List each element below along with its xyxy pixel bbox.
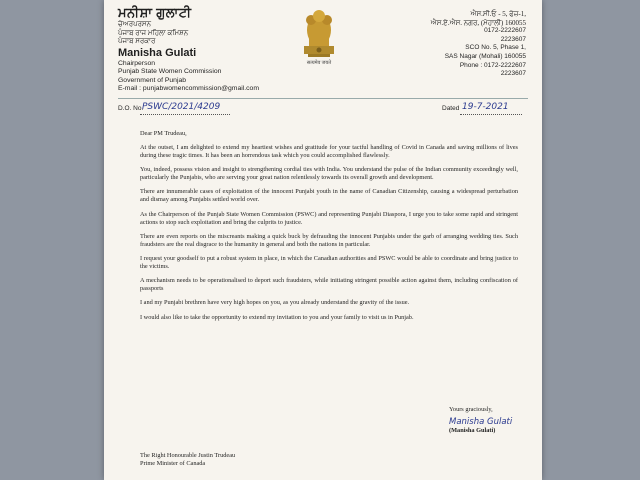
paragraph: There are even reports on the miscreants making a quick buck by defrauding the innocent Punjabis under the garb of arranging wedding ties. Such fraudsters are the real disgrace to the humanity in general and both the nations in particular. [140,232,518,248]
addressee-title: Prime Minister of Canada [140,460,206,467]
sender-name: Manisha Gulati [118,46,197,59]
sender-govt: Government of Punjab [118,76,187,84]
paragraph: I request your goodself to put a robust system in place, in which the Canadian authorities and PSWC would be able to coordinate and bring justice to the victims. [140,254,518,270]
sender-org-punjabi: ਪੰਜਾਬ ਰਾਜ ਮਹਿਲਾ ਕਮਿਸ਼ਨ [118,28,189,37]
signatory-name: (Manisha Gulati) [449,427,496,434]
letterhead-sender [118,6,278,94]
address-line2: SAS Nagar (Mohali) 160055 [444,52,526,60]
date-label: Dated [442,105,460,112]
paragraph: A mechanism needs to be operationalised to deport such fraudsters, while initiating stringent possible action against them, including confiscation of passports [140,277,518,293]
sender-title: Chairperson [118,59,156,67]
letter-body [140,130,518,328]
dno-underline [140,114,230,115]
sender-name-punjabi: ਮਨੀਸ਼ਾ ਗੁਲਾਟੀ [118,5,192,20]
addressee-name: The Right Honourable Justin Trudeau [140,452,236,459]
salutation: Dear PM Trudeau, [140,130,187,137]
national-emblem-icon [298,6,340,64]
paragraph: At the outset, I am delighted to extend my heartiest wishes and gratitude for your tactful handling of Covid in Canada and saving millions of lives during these tragic times. It has been an horrendous task which you could accomplished flawlessly. [140,144,518,159]
sender-org: Punjab State Women Commission [118,68,222,75]
closing-phrase: Yours graciously, [449,406,493,413]
phone-line2: 2223607 [500,35,526,43]
paragraph: I and my Punjabi brethren have very high hopes on you, as you already understand the gravity of the issue. [140,299,410,307]
phone-line4: 2223607 [500,70,526,78]
phone-line3: Phone : 0172-2222607 [459,61,526,69]
reference-row [118,103,528,117]
addressee-block [140,452,235,468]
letter-page [104,0,542,480]
handwritten-signature: Manisha Gulati [449,417,513,427]
address-punjabi-line2: ਐਸ.ਏ.ਐਸ. ਨਗਰ, (ਮੋਹਾਲੀ) 160055 [430,18,526,27]
sender-govt-punjabi: ਪੰਜਾਬ ਸਰਕਾਰ [118,37,156,45]
sender-title-punjabi: ਚੇਅਰਪਰਸਨ [118,20,151,28]
letterhead-divider [118,98,528,99]
emblem-motto: सत्यमेव जयते [306,61,332,66]
paragraph: You, indeed, possess vision and insight to strengthening cordial ties with India. You understand the pulse of the Indian community exceedingly well, particularly the Punjabis, who are serving your great nation relentlessly towards its overall growth and development. [140,166,518,182]
address-line1: SCO No. 5, Phase 1, [465,44,526,52]
dno-label: D.O. No. [118,105,144,112]
paragraph: There are innumerable cases of exploitation of the innocent Punjabi youth in the name of Canadian Citizenship, causing a widespread perturbation and dismay among Punjabis settled world over. [140,188,518,204]
paragraph: I would also like to take the opportunity to extend my invitation to you and your family to visit us in Punjab. [140,313,414,321]
letterhead-address [406,10,526,79]
paragraph: As the Chairperson of the Punjab State Women Commission (PSWC) and representing Punjabi Diaspora, I urge you to take some rapid and stringent actions to stop such exploitation and bring the culprits to justice. [140,210,518,226]
date-value: 19-7-2021 [462,102,509,112]
date-underline [460,114,522,115]
closing-block [449,406,539,435]
sender-email: E-mail : punjabwomencommission@gmail.com [118,85,259,92]
address-punjabi-line1: ਐਸ.ਸੀ.ਓ - 5, ਫੇਜ਼-1, [470,10,526,18]
phone-line1: 0172-2222607 [484,27,526,35]
dno-value: PSWC/2021/4209 [142,102,221,112]
